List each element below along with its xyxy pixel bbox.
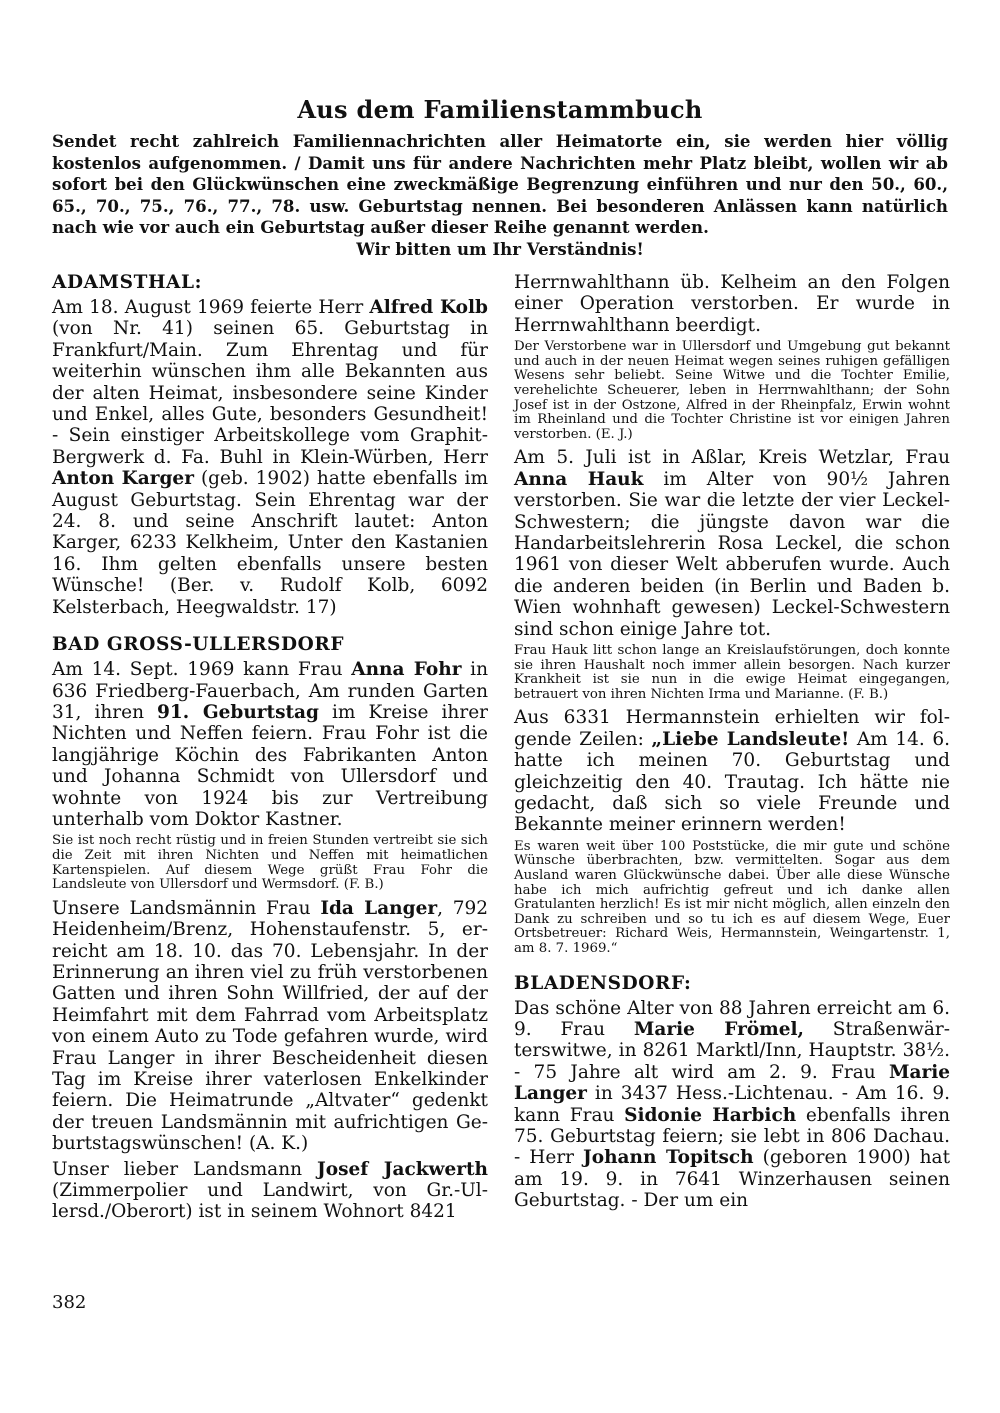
small-paragraph-hermannstein: Es waren weit über 100 Poststücke, die mir gute und schöne Wünsche überbrachten, bzw. vermittelten. Sogar aus dem Ausland waren Glückwünsche dabei. Über alle diese Wünsche habe ich mich aufrichtig gefreut und ich danke allen Gratulanten herzlich! Es ist mir nicht möglich, allen einzeln den Dank zu schreiben und so tu ich es auf diesem Wege, Euer Ortsbetreuer: Richard Weis, Hermannstein, Weingartenstr. 1, am 8. 7. 1969.“ — [514, 838, 950, 956]
person-name: Marie Langer — [514, 1061, 950, 1105]
text-run: Am 14. 6. hatte ich meinen 70. Geburtstag und gleichzeitig den 40. Trautag. Ich hätte nie gedacht, daß sich so viele Freunde und Bekannte meiner erinnern werden! — [514, 728, 950, 836]
text-run: in 636 Friedberg-Fauerbach, Am runden Garten 31, ihren — [52, 659, 488, 723]
person-name: Sidonie Harbich — [624, 1104, 797, 1126]
person-name: Anna Hauk — [514, 468, 644, 490]
person-name: Johann Topitsch — [583, 1147, 754, 1169]
paragraph-jackwerth — [52, 1159, 488, 1223]
person-name: Josef Jackwerth — [316, 1158, 488, 1180]
intro-text: Sendet recht zahlreich Familiennachrichten aller Heimatorte ein, sie werden hier völlig kostenlos aufgenommen. / Damit uns für andere Nachrichten mehr Platz bleibt, wollen wir ab sofort bei den Glückwünschen eine zweckmäßige Begrenzung einführen und nur den 50., 60., 65., 70., 75., 76., 77., 78. usw. Geburtstag nennen. Bei besonderen Anlässen kann natürlich nach wie vor auch ein Geburtstag außer dieser Reihe genannt werden. — [52, 131, 948, 237]
person-name: Alfred Kolb — [369, 297, 488, 318]
text-run: ebenfalls ihren 75. Geburtstag feiern; sie lebt in 806 Dachau. - Herr — [514, 1104, 950, 1169]
text-run: Aus 6331 Hermannstein erhielten wir folgende Zeilen: — [514, 707, 950, 750]
small-paragraph-jackwerth: Der Verstorbene war in Ullersdorf und Umgebung gut bekannt und auch in der neuen Heimat wegen seines ruhigen gefälligen Wesens sehr beliebt. Seine Witwe und die Tochter Emilie, verehelichte Scheuerer, leben in Herrnwahlthann; der Sohn Josef ist in der Ostzone, Alfred in der Rheinpfalz, Erwin wohnt im Rheinland und die Tochter Christine ist vor einigen Jahren verstorben. (E. J.) — [514, 339, 950, 442]
text-run: im Kreise ihrer Nichten und Neffen feiern. Frau Fohr ist die langjährige Köchin des Fabrikanten Anton und Johanna Schmidt von Ullersdorf und wohnte von 1924 bis zur Vertreibung unterhalb vom Doktor Kastner. — [52, 701, 488, 830]
paragraph-adamsthal — [52, 297, 488, 618]
person-name: Marie Frömel, — [633, 1019, 804, 1040]
section-heading-bad-gross-ullersdorf: BAD GROSS-ULLERSDORF — [52, 634, 345, 656]
text-run: (geboren 1900) hat am 19. 9. in 7641 Winzerhausen seinen Geburtstag. - Der um ein — [514, 1147, 951, 1212]
intro-closing: Wir bitten um Ihr Verständnis! — [356, 238, 644, 259]
text-run: (geb. 1902) hatte ebenfalls im August Geburtstag. Sein Ehrentag war der 24. 8. und seine Anschrift lautet: Anton Karger, 6233 Kelkheim, Unter den Kastanien 16. Ihm gelten ebenfalls unsere besten Wünsche! (Ber. v. Rudolf Kolb, 6092 Kelsterbach, Heegwaldstr. 17) — [52, 468, 488, 618]
left-column — [52, 272, 488, 1227]
section-heading-bladensdorf: BLADENSDORF: — [514, 972, 692, 994]
text-run: , 792 Heidenheim/Brenz, Hohenstaufenstr. 5, erreicht am 18. 10. das 70. Lebensjahr. In der Erinnerung an ihren viel zu früh verstorbenen Gatten und ihren Sohn Willfried, der auf der Heimfahrt mit dem Fahrrad vom Arbeitsplatz von einem Auto zu Tode gefahren wurde, wird Frau Langer in ihrer Bescheidenheit diesen Tag im Kreise ihrer vaterlosen Enkelkinder feiern. Die Heimatrunde „Altvater“ gedenkt der treuen Landsmännin mit aufrichtigen Geburtstagswünschen! (A. K.) — [52, 897, 489, 1155]
page-number: 382 — [52, 1292, 87, 1313]
small-paragraph-fohr: Sie ist noch recht rüstig und in freien Stunden vertreibt sie sich die Zeit mit ihren Nichten und Neffen mit heimatlichen Kartenspielen. Auf diesem Wege grüßt Frau Fohr die Landsleute von Ullersdorf und Wermsdorf. (F. B.) — [52, 833, 488, 893]
paragraph-jackwerth-continued: Herrnwahlthann üb. Kelheim an den Folgen einer Operation verstorben. Er wurde in Herrnwahlthann beerdigt. — [514, 272, 950, 336]
paragraph-hermannstein — [514, 707, 950, 835]
paragraph-bladensdorf — [514, 998, 950, 1212]
emphasis: 91. Geburtstag — [157, 701, 319, 723]
text-run: Am 18. August 1969 feierte Herr — [52, 297, 370, 318]
paragraph-langer — [52, 898, 488, 1155]
paragraph-fohr — [52, 659, 488, 830]
text-run: im Alter von 90½ Jahren verstorben. Sie war die letzte der vier Leckel-Schwestern; die jüngste davon war die Handarbeitslehrerin Rosa Leckel, die schon 1961 von dieser Welt abberufen wurde. Auch die anderen beiden (in Berlin und Baden b. Wien wohnhaft gewesen) Leckel-Schwestern sind schon einige Jahre tot. — [514, 468, 950, 640]
small-paragraph-hauk: Frau Hauk litt schon lange an Kreislaufstörungen, doch konnte sie ihren Haushalt noch immer allein besorgen. Nach kurzer Krankheit ist sie nun in die ewige Heimat eingegangen, betrauert von ihren Nichten Irma und Marianne. (F. B.) — [514, 643, 950, 702]
person-name: Anton Karger — [52, 468, 194, 490]
text-run: Unser lieber Landsmann — [52, 1158, 317, 1180]
text-run: in 3437 Hess.-Lichtenau. - Am 16. 9. kann Frau — [514, 1083, 950, 1126]
text-run: Das schöne Alter von 88 Jahren erreicht am 6. 9. Frau — [514, 997, 950, 1040]
person-name: Ida Langer — [320, 897, 438, 919]
text-run: (von Nr. 41) seinen 65. Geburtstag in Frankfurt/Main. Zum Ehrentag und für weiterhin wünschen ihm alle Bekannten aus der alten Heimat, insbesondere seine Kinder und Enkel, alles Gute, besonders Gesundheit! - Sein einstiger Arbeitskollege vom Graphit-Bergwerk d. Fa. Buhl in Klein-Würben, Herr — [52, 318, 488, 468]
text-run: Unsere Landsmännin Frau — [52, 897, 321, 919]
emphasis: „Liebe Landsleute! — [651, 728, 850, 750]
text-run: Straßenwärterswitwe, in 8261 Marktl/Inn, Hauptstr. 38½. - 75 Jahre alt wird am 2. 9. Frau — [514, 1019, 950, 1083]
paragraph-hauk — [514, 447, 950, 640]
page-title: Aus dem Familienstammbuch — [297, 95, 703, 124]
intro-notice — [52, 131, 948, 260]
right-column — [514, 272, 950, 1216]
text-run: Am 14. Sept. 1969 kann Frau — [52, 659, 352, 681]
text-run: (Zimmerpolier und Landwirt, von Gr.-Ullersd./Oberort) ist in seinem Wohnort 8421 — [52, 1180, 488, 1223]
text-run: Am 5. Juli ist in Aßlar, Kreis Wetzlar, Frau — [514, 447, 950, 469]
person-name: Anna Fohr — [351, 659, 462, 681]
section-heading-adamsthal: ADAMSTHAL: — [52, 272, 203, 293]
